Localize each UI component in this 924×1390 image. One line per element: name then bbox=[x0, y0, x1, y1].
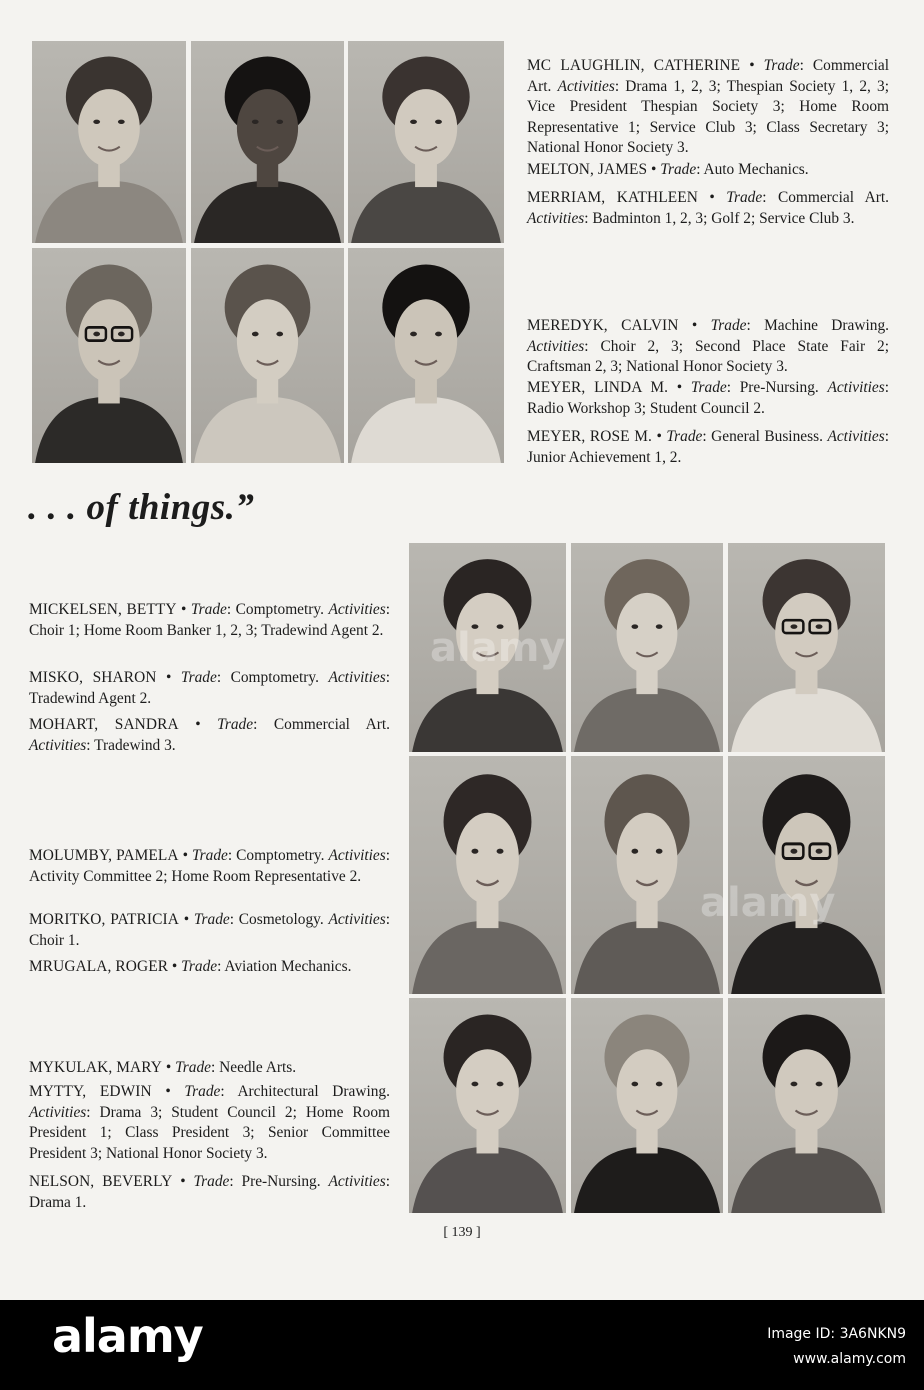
portrait-eye bbox=[435, 120, 442, 124]
trade-label: Trade bbox=[217, 716, 254, 733]
activities-value: Choir 1; Home Room Banker 1, 2, 3; Tradewind Agent 2. bbox=[29, 621, 384, 639]
student-entry: MC LAUGHLIN, CATHERINE • Trade: Commercial Art. Activities: Drama 1, 2, 3; Thespian Society 1, 2, 3; Vice President Thespian Society 3; Home Room Representative 1; Service Club 3; Class Secretary 3; National Honor Society 3. bbox=[527, 57, 890, 156]
student-entry: MISKO, SHARON • Trade: Comptometry. Activities: Tradewind Agent 2. bbox=[29, 669, 390, 707]
portrait-image bbox=[32, 41, 186, 243]
image-id-text: Image ID: 3A6NKN9 bbox=[767, 1326, 906, 1342]
portrait-eye bbox=[276, 120, 283, 124]
activities-label: Activities bbox=[328, 601, 386, 618]
trade-label: Trade bbox=[190, 601, 227, 618]
portrait-image bbox=[409, 543, 566, 752]
activities-label: Activities bbox=[328, 847, 386, 864]
image-id-block bbox=[767, 1322, 906, 1372]
student-entry: MERRIAM, KATHLEEN • Trade: Commercial Art. Activities: Badminton 1, 2, 3; Golf 2; Service Club 3. bbox=[527, 189, 889, 227]
trade-value: Commercial Art. bbox=[527, 57, 889, 95]
activities-value: Tradewind Agent 2. bbox=[29, 689, 152, 707]
trade-label: Trade bbox=[660, 161, 697, 178]
trade-label: Trade bbox=[180, 669, 217, 686]
portrait-eye bbox=[656, 849, 663, 854]
student-entry: MELTON, JAMES • Trade: Auto Mechanics. bbox=[527, 161, 809, 178]
student-name: MYKULAK, MARY bbox=[29, 1059, 162, 1076]
activities-value: Tradewind 3. bbox=[94, 736, 176, 754]
trade-label: Trade bbox=[184, 1083, 221, 1100]
portrait-image bbox=[571, 543, 723, 752]
portrait-face bbox=[456, 593, 519, 673]
portrait-image bbox=[571, 998, 723, 1213]
portrait-clothing bbox=[194, 397, 341, 463]
trade-label: Trade bbox=[193, 911, 230, 928]
activities-value: Choir 2, 3; Second Place State Fair 2; Craftsman 2, 3; National Honor Society 3. bbox=[527, 337, 890, 375]
portrait-clothing bbox=[731, 688, 882, 752]
portrait-eye bbox=[790, 849, 797, 854]
activities-label: Activities bbox=[328, 1173, 386, 1190]
portrait-face bbox=[456, 1049, 519, 1132]
portrait-eye bbox=[93, 332, 100, 337]
portrait-clothing bbox=[194, 181, 341, 243]
student-name: MISKO, SHARON bbox=[29, 669, 157, 686]
portrait-eye bbox=[118, 120, 125, 124]
portrait-eye bbox=[656, 1082, 663, 1087]
brand-logo: alamy bbox=[52, 1309, 203, 1363]
portrait-photo bbox=[728, 998, 885, 1213]
student-entry: MORITKO, PATRICIA • Trade: Cosmetology. Activities: Choir 1. bbox=[29, 911, 390, 949]
trade-label: Trade bbox=[191, 847, 228, 864]
portrait-face bbox=[617, 1049, 678, 1132]
student-entry: MYKULAK, MARY • Trade: Needle Arts. bbox=[29, 1059, 297, 1076]
portrait-eye bbox=[118, 332, 125, 337]
trade-value: Pre-Nursing. bbox=[241, 1173, 321, 1190]
portrait-eye bbox=[497, 1082, 504, 1087]
student-name: MOLUMBY, PAMELA bbox=[29, 847, 179, 864]
activities-value: Drama 1. bbox=[29, 1193, 87, 1211]
portrait-eye bbox=[631, 1082, 638, 1087]
portrait-photo bbox=[571, 756, 723, 994]
portrait-clothing bbox=[351, 397, 501, 463]
portrait-image bbox=[571, 756, 723, 994]
portrait-photo bbox=[32, 41, 186, 243]
activities-value: Junior Achievement 1, 2. bbox=[527, 448, 682, 466]
student-name: MYTTY, EDWIN bbox=[29, 1083, 152, 1100]
portrait-eye bbox=[497, 849, 504, 854]
trade-label: Trade bbox=[690, 379, 727, 396]
portrait-clothing bbox=[412, 1147, 563, 1213]
site-url: www.alamy.com bbox=[793, 1351, 906, 1367]
portrait-photo bbox=[191, 248, 344, 463]
trade-value: Commercial Art. bbox=[777, 189, 889, 206]
trade-value: Comptometry. bbox=[236, 847, 325, 864]
portrait-clothing bbox=[412, 921, 563, 994]
trade-value: Architectural Drawing. bbox=[237, 1083, 390, 1100]
student-name: MOHART, SANDRA bbox=[29, 716, 179, 733]
activities-label: Activities bbox=[29, 736, 87, 754]
student-entry: NELSON, BEVERLY • Trade: Pre-Nursing. Activities: Drama 1. bbox=[29, 1173, 391, 1211]
trade-value: Machine Drawing. bbox=[764, 317, 890, 334]
portrait-image bbox=[728, 756, 885, 994]
portrait-clothing bbox=[35, 181, 183, 243]
portrait-eye bbox=[471, 849, 478, 854]
student-name: MORITKO, PATRICIA bbox=[29, 911, 179, 928]
activities-label: Activities bbox=[328, 911, 386, 928]
portrait-photo bbox=[571, 998, 723, 1213]
portrait-eye bbox=[790, 1082, 797, 1087]
section-headline: . . . of things.” bbox=[28, 487, 255, 528]
student-entry: MEREDYK, CALVIN • Trade: Machine Drawing. Activities: Choir 2, 3; Second Place State Fair 2; Craftsman 2, 3; National Honor Society 3. bbox=[527, 317, 890, 375]
portrait-photo bbox=[191, 41, 344, 243]
portrait-eye bbox=[656, 624, 663, 629]
portrait-photo bbox=[32, 248, 186, 463]
trade-value: Commercial Art. bbox=[273, 716, 390, 733]
portrait-image bbox=[728, 998, 885, 1213]
portrait-eye bbox=[410, 332, 417, 337]
student-name: MC LAUGHLIN, CATHERINE bbox=[527, 57, 741, 74]
portrait-face bbox=[237, 299, 298, 382]
activities-label: Activities bbox=[827, 379, 885, 396]
portrait-eye bbox=[816, 849, 823, 854]
portrait-eye bbox=[816, 624, 823, 629]
student-name: MERRIAM, KATHLEEN bbox=[527, 189, 698, 206]
activities-label: Activities bbox=[527, 337, 585, 355]
trade-label: Trade bbox=[710, 317, 747, 334]
portrait-eye bbox=[252, 120, 259, 124]
trade-value: Needle Arts. bbox=[219, 1059, 297, 1076]
student-name: MELTON, JAMES bbox=[527, 161, 648, 178]
portrait-eye bbox=[816, 1082, 823, 1087]
activities-label: Activities bbox=[29, 1103, 87, 1121]
portrait-face bbox=[775, 1049, 838, 1132]
activities-value: Badminton 1, 2, 3; Golf 2; Service Club 3. bbox=[592, 209, 855, 227]
activities-label: Activities bbox=[557, 77, 615, 95]
activities-value: Drama 3; Student Council 2; Home Room President 1; Class President 3; Senior Committee President 3; National Honor Society 3. bbox=[29, 1103, 391, 1162]
student-name: MICKELSEN, BETTY bbox=[29, 601, 177, 618]
student-name: MEYER, LINDA M. bbox=[527, 379, 669, 396]
portrait-eye bbox=[631, 624, 638, 629]
trade-value: Aviation Mechanics. bbox=[224, 958, 352, 975]
portrait-clothing bbox=[731, 921, 882, 994]
portrait-face bbox=[395, 299, 457, 382]
portrait-eye bbox=[471, 624, 478, 629]
student-name: NELSON, BEVERLY bbox=[29, 1173, 173, 1190]
student-name: MEREDYK, CALVIN bbox=[527, 317, 679, 334]
trade-label: Trade bbox=[175, 1059, 211, 1076]
portrait-photo bbox=[348, 248, 504, 463]
student-entry: MYTTY, EDWIN • Trade: Architectural Drawing. Activities: Drama 3; Student Council 2; Home Room President 1; Class President 3; Senior Committee President 3; National Honor Society 3. bbox=[29, 1083, 391, 1162]
portrait-face bbox=[617, 813, 678, 905]
portrait-face bbox=[617, 593, 678, 673]
portrait-image bbox=[191, 41, 344, 243]
trade-label: Trade bbox=[763, 57, 800, 74]
portrait-image bbox=[348, 41, 504, 243]
trade-label: Trade bbox=[193, 1173, 230, 1190]
activities-value: Activity Committee 2; Home Room Representative 2. bbox=[29, 867, 362, 885]
portrait-image bbox=[409, 756, 566, 994]
portrait-photo bbox=[728, 543, 885, 752]
activities-value: Drama 1, 2, 3; Thespian Society 1, 2, 3; Vice President Thespian Society 3; Home Room Representative 1; Service Club 3; Class Secretary 3; National Honor Society 3. bbox=[527, 77, 890, 156]
portrait-eye bbox=[410, 120, 417, 124]
portrait-eye bbox=[276, 332, 283, 337]
portrait-face bbox=[456, 813, 519, 905]
student-name: MRUGALA, ROGER bbox=[29, 958, 169, 975]
portrait-clothing bbox=[574, 921, 720, 994]
portrait-clothing bbox=[35, 397, 183, 463]
portrait-image bbox=[348, 248, 504, 463]
activities-label: Activities bbox=[328, 669, 386, 686]
student-entry: MICKELSEN, BETTY • Trade: Comptometry. Activities: Choir 1; Home Room Banker 1, 2, 3; Tradewind Agent 2. bbox=[29, 601, 390, 639]
portrait-image bbox=[191, 248, 344, 463]
trade-value: Cosmetology. bbox=[238, 911, 324, 928]
portrait-clothing bbox=[412, 688, 563, 752]
portrait-eye bbox=[435, 332, 442, 337]
portrait-eye bbox=[252, 332, 259, 337]
trade-value: Comptometry. bbox=[230, 669, 319, 686]
portrait-clothing bbox=[574, 688, 720, 752]
student-entry: MEYER, ROSE M. • Trade: General Business. Activities: Junior Achievement 1, 2. bbox=[527, 428, 889, 466]
student-entry: MOLUMBY, PAMELA • Trade: Comptometry. Activities: Activity Committee 2; Home Room Representative 2. bbox=[29, 847, 391, 885]
trade-value: Auto Mechanics. bbox=[703, 161, 809, 178]
portrait-photo bbox=[409, 756, 566, 994]
portrait-face bbox=[237, 89, 298, 167]
portrait-face bbox=[395, 89, 457, 167]
portrait-face bbox=[78, 89, 140, 167]
student-entry: MRUGALA, ROGER • Trade: Aviation Mechanics. bbox=[29, 958, 352, 975]
portrait-photo bbox=[571, 543, 723, 752]
portrait-eye bbox=[471, 1082, 478, 1087]
student-entry: MOHART, SANDRA • Trade: Commercial Art. Activities: Tradewind 3. bbox=[29, 716, 390, 754]
student-entry: MEYER, LINDA M. • Trade: Pre-Nursing. Activities: Radio Workshop 3; Student Council 2. bbox=[527, 379, 889, 417]
watermark-text: alamy bbox=[430, 625, 566, 671]
trade-label: Trade bbox=[726, 189, 763, 206]
trade-label: Trade bbox=[666, 428, 703, 445]
trade-value: Comptometry. bbox=[235, 601, 324, 618]
portrait-clothing bbox=[351, 181, 501, 243]
activities-value: Radio Workshop 3; Student Council 2. bbox=[527, 399, 765, 417]
portrait-eye bbox=[631, 849, 638, 854]
student-name: MEYER, ROSE M. bbox=[527, 428, 653, 445]
portrait-eye bbox=[497, 624, 504, 629]
portrait-photo bbox=[409, 998, 566, 1213]
portrait-clothing bbox=[574, 1147, 720, 1213]
portrait-clothing bbox=[731, 1147, 882, 1213]
portrait-image bbox=[409, 998, 566, 1213]
page-number: [ 139 ] bbox=[443, 1225, 481, 1240]
portrait-image bbox=[728, 543, 885, 752]
portrait-eye bbox=[93, 120, 100, 124]
activities-label: Activities bbox=[527, 209, 585, 227]
activities-value: Choir 1. bbox=[29, 931, 80, 949]
portrait-photo bbox=[728, 756, 885, 994]
portrait-photo bbox=[348, 41, 504, 243]
trade-value: General Business. bbox=[711, 428, 823, 445]
portrait-image bbox=[32, 248, 186, 463]
trade-value: Pre-Nursing. bbox=[739, 379, 819, 396]
portrait-eye bbox=[790, 624, 797, 629]
portrait-photo bbox=[409, 543, 566, 752]
trade-label: Trade bbox=[181, 958, 218, 975]
activities-label: Activities bbox=[827, 428, 885, 445]
watermark-text: alamy bbox=[700, 880, 836, 926]
